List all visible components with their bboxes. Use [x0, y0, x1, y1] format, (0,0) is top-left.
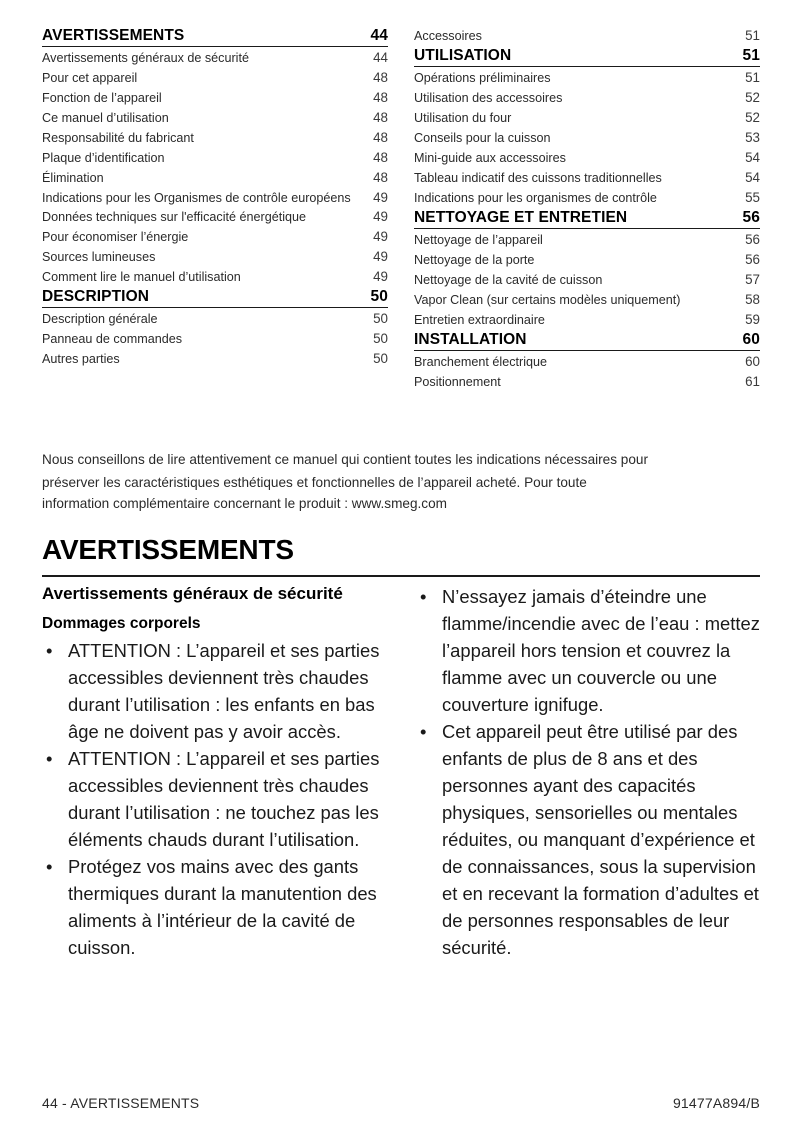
warning-list-item-text: Protégez vos mains avec des gants thermiques durant la manutention des aliments à l’intérieur de la cavité de cuisson. [68, 856, 377, 958]
bullet-icon: • [46, 640, 53, 661]
toc-entry[interactable] [42, 108, 388, 128]
warning-list-item-text: Cet appareil peut être utilisé par des enfants de plus de 8 ans et des personnes ayant des capacités physiques, sensorielles ou mentales réduites, ou manquant d’expérience et de connaissances, sous la supervision et en recevant la formation d’adultes et de personnes responsables de leur sécurité. [442, 721, 759, 958]
toc-entry[interactable] [414, 108, 760, 128]
toc-entry-title: Pour économiser l’énergie [42, 230, 189, 244]
toc-entry-page: 56 [745, 232, 760, 247]
toc-section-title: NETTOYAGE ET ENTRETIEN [414, 209, 628, 226]
toc-entry[interactable] [414, 372, 760, 392]
footer-document-code: 91477A894/B [672, 1095, 760, 1111]
toc-entry[interactable] [414, 68, 760, 88]
toc-entry[interactable] [42, 247, 388, 267]
toc-entry[interactable] [42, 267, 388, 287]
intro-paragraph [42, 448, 760, 514]
toc-entry-title: Comment lire le manuel d’utilisation [42, 270, 241, 284]
toc-entry-title: Indications pour les organismes de contrôle [414, 191, 657, 205]
toc-entry-title: Sources lumineuses [42, 250, 156, 264]
intro-line-3: information complémentaire concernant le produit : www.smeg.com [42, 496, 447, 511]
toc-entry-title: Nettoyage de l’appareil [414, 233, 543, 247]
toc-left-column [42, 26, 388, 392]
body-right-column [416, 583, 760, 961]
toc-entry-page: 60 [745, 354, 760, 369]
toc-entry-title: Fonction de l’appareil [42, 91, 162, 105]
toc-section-title: AVERTISSEMENTS [42, 27, 185, 44]
toc-entry[interactable] [42, 48, 388, 68]
toc-section-header[interactable] [42, 26, 388, 47]
toc-section-title: UTILISATION [414, 47, 512, 64]
toc-entry[interactable] [414, 270, 760, 290]
toc-entry-page: 50 [373, 351, 388, 366]
toc-entry-page: 56 [745, 252, 760, 267]
toc-entry-page: 49 [373, 209, 388, 224]
toc-section-title: DESCRIPTION [42, 288, 150, 305]
warning-list-right [416, 583, 760, 961]
toc-entry-title: Élimination [42, 171, 104, 185]
toc-entry[interactable] [414, 88, 760, 108]
toc-entry-title: Responsabilité du fabricant [42, 131, 194, 145]
toc-entry-page: 49 [373, 249, 388, 264]
toc-entry-page: 48 [373, 150, 388, 165]
toc-entry-title: Positionnement [414, 375, 501, 389]
toc-entry[interactable] [414, 148, 760, 168]
toc-entry-page: 57 [745, 272, 760, 287]
toc-entry-title: Vapor Clean (sur certains modèles uniquement) [414, 293, 681, 307]
toc-section-page: 51 [742, 47, 760, 64]
toc-entry-title: Données techniques sur l'efficacité énergétique [42, 210, 307, 224]
toc-entry[interactable] [414, 188, 760, 208]
toc-entry[interactable] [42, 227, 388, 247]
toc-entry-page: 48 [373, 110, 388, 125]
toc-entry[interactable] [414, 352, 760, 372]
toc-entry[interactable] [414, 290, 760, 310]
toc-entry-title: Plaque d’identification [42, 151, 165, 165]
toc-entry-title: Branchement électrique [414, 355, 548, 369]
intro-line-1: Nous conseillons de lire attentivement ce manuel qui contient toutes les indications nécessaires pour [42, 452, 649, 467]
toc-entry-page: 54 [745, 150, 760, 165]
toc-entry-title: Nettoyage de la cavité de cuisson [414, 273, 603, 287]
bullet-icon: • [420, 586, 427, 607]
toc-entry-page: 48 [373, 70, 388, 85]
toc-entry-page: 48 [373, 170, 388, 185]
toc-entry-page: 58 [745, 292, 760, 307]
toc-entry-title: Pour cet appareil [42, 71, 138, 85]
toc-entry-page: 55 [745, 190, 760, 205]
toc-entry[interactable] [42, 68, 388, 88]
toc-entry[interactable] [42, 88, 388, 108]
toc-entry-title: Nettoyage de la porte [414, 253, 535, 267]
toc-entry-title: Panneau de commandes [42, 332, 183, 346]
toc-section-page: 44 [370, 27, 388, 44]
toc-entry-title: Accessoires [414, 29, 482, 43]
table-of-contents [42, 26, 760, 392]
toc-entry[interactable] [42, 329, 388, 349]
toc-entry-page: 51 [745, 28, 760, 43]
toc-entry-title: Avertissements généraux de sécurité [42, 51, 249, 65]
page-title: AVERTISSEMENTS [42, 534, 294, 565]
toc-entry-page: 48 [373, 130, 388, 145]
toc-entry-title: Ce manuel d’utilisation [42, 111, 169, 125]
toc-entry-page: 52 [745, 90, 760, 105]
warning-list-item [42, 745, 386, 853]
toc-entry-page: 59 [745, 312, 760, 327]
warning-list-item-text: ATTENTION : L’appareil et ses parties accessibles deviennent très chaudes durant l’utilisation : les enfants en bas âge ne doivent pas y avoir accès. [68, 640, 380, 742]
toc-entry[interactable] [414, 128, 760, 148]
warning-list-item [42, 853, 386, 961]
toc-entry[interactable] [42, 309, 388, 329]
toc-entry-title: Conseils pour la cuisson [414, 131, 551, 145]
toc-entry-page: 51 [745, 70, 760, 85]
toc-entry-page: 48 [373, 90, 388, 105]
toc-section-header[interactable] [414, 208, 760, 229]
toc-entry-title: Opérations préliminaires [414, 71, 551, 85]
footer-page-label: 44 - AVERTISSEMENTS [42, 1095, 200, 1111]
toc-section-header[interactable] [42, 287, 388, 308]
toc-entry-title: Utilisation du four [414, 111, 512, 125]
warning-list-item [416, 583, 760, 718]
warning-list-item [42, 637, 386, 745]
toc-entry-page: 53 [745, 130, 760, 145]
toc-entry[interactable] [414, 310, 760, 330]
toc-entry-title: Description générale [42, 312, 158, 326]
toc-entry-page: 49 [373, 190, 388, 205]
toc-entry-page: 49 [373, 229, 388, 244]
body-columns [42, 583, 760, 961]
toc-section-header[interactable] [414, 330, 760, 351]
toc-entry[interactable] [414, 230, 760, 250]
bullet-icon: • [46, 748, 53, 769]
warning-list-item [416, 718, 760, 961]
toc-section-page: 60 [742, 331, 760, 348]
toc-entry[interactable] [42, 349, 388, 369]
toc-entry[interactable] [414, 26, 760, 46]
toc-entry[interactable] [42, 128, 388, 148]
toc-entry-title: Mini-guide aux accessoires [414, 151, 566, 165]
intro-line-2: préserver les caractéristiques esthétiques et fonctionnelles de l’appareil acheté. Pour toute [42, 475, 587, 490]
page-footer [42, 1095, 760, 1111]
toc-entry-title: Entretien extraordinaire [414, 313, 545, 327]
toc-section-page: 50 [370, 288, 388, 305]
section-heading: Avertissements généraux de sécurité [42, 584, 343, 603]
toc-entry[interactable] [414, 168, 760, 188]
toc-entry[interactable] [42, 188, 388, 207]
toc-entry-page: 44 [373, 50, 388, 65]
toc-section-page: 56 [742, 209, 760, 226]
page-title-rule [42, 575, 760, 577]
toc-section-title: INSTALLATION [414, 331, 527, 348]
toc-entry-title: Utilisation des accessoires [414, 91, 563, 105]
section-subheading: Dommages corporels [42, 615, 201, 632]
toc-entry-title: Indications pour les Organismes de contrôle européens [42, 191, 351, 205]
toc-entry[interactable] [42, 148, 388, 168]
toc-entry[interactable] [414, 250, 760, 270]
warning-list-left [42, 637, 386, 961]
toc-entry-page: 52 [745, 110, 760, 125]
toc-section-header[interactable] [414, 46, 760, 67]
toc-entry-page: 50 [373, 331, 388, 346]
toc-entry-page: 50 [373, 311, 388, 326]
warning-list-item-text: N’essayez jamais d’éteindre une flamme/incendie avec de l’eau : mettez l’appareil hors tension et couvrez la flamme avec un couvercle ou une couverture ignifuge. [442, 586, 760, 715]
bullet-icon: • [420, 721, 427, 742]
toc-entry[interactable] [42, 168, 388, 188]
toc-entry-page: 49 [373, 269, 388, 284]
toc-entry-title: Tableau indicatif des cuissons traditionnelles [414, 171, 662, 185]
toc-entry-page: 54 [745, 170, 760, 185]
toc-right-column [414, 26, 760, 392]
warning-list-item-text: ATTENTION : L’appareil et ses parties accessibles deviennent très chaudes durant l’utilisation : ne touchez pas les éléments chauds durant l’utilisation. [68, 748, 380, 850]
toc-entry-page: 61 [745, 374, 760, 389]
toc-entry[interactable] [42, 207, 388, 227]
toc-entry-title: Autres parties [42, 352, 120, 366]
body-left-column [42, 583, 386, 961]
bullet-icon: • [46, 856, 53, 877]
